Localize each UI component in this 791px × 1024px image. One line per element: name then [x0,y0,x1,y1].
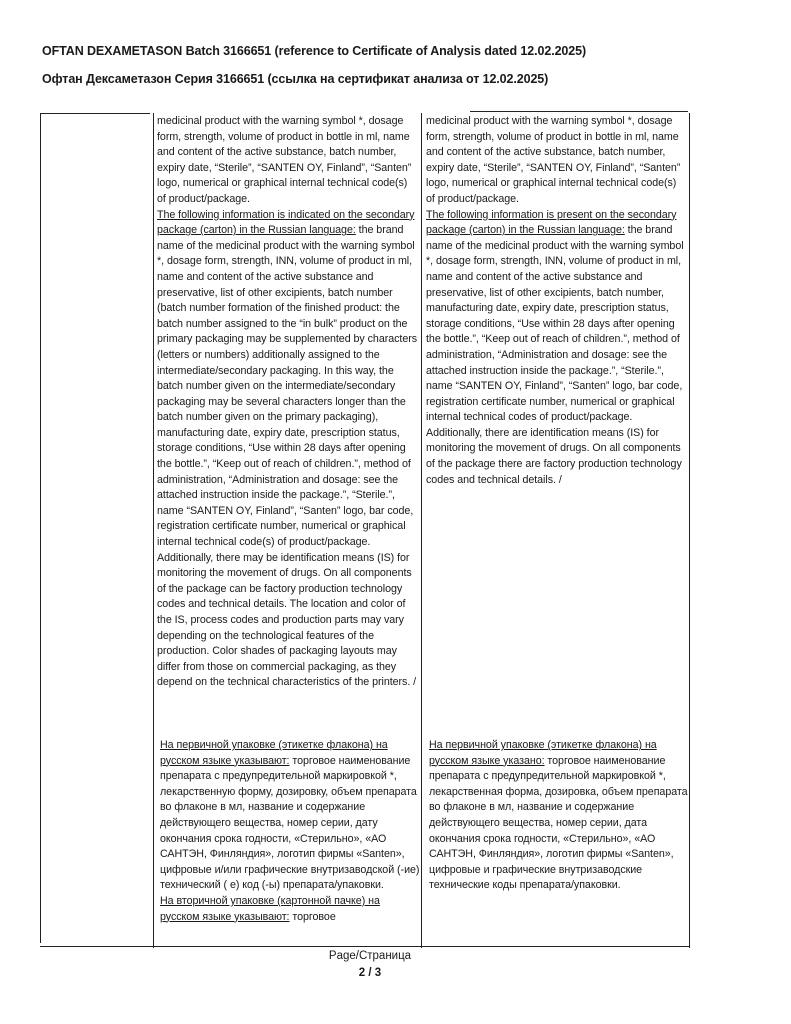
left-english-secondary-body: the brand name of the medicinal product with the warning symbol *, dosage form, strength, INN, volume of product in ml, name and content of the active substance and preservative, list of other excipients, batch number (batch number formation of the finished product: the batch number assigned to the “in bulk” product on the primary packaging may be supplemented by characters (letters or numbers) additionally assigned to the intermediate/secondary packaging. In this way, the batch number given on the intermediate/secondary packaging may be several characters longer than the batch number given on the primary packaging), manufacturing date, expiry date, prescription status, storage conditions, “Use within 28 days after opening the bottle.”, “Keep out of reach of children.”, method of administration, “Administration and dosage: see the attached instruction inside the package.”, “Sterile.”, name “SANTEN OY, Finland”, “Santen” logo, bar code, registration certificate number, numerical or graphical internal technical code(s) of product/package. [157,224,418,549]
document-title-russian: Офтан Дексаметазон Серия 3166651 (ссылка на сертификат анализа от 12.02.2025) [42,72,549,86]
page-label: Page/Страница [328,950,412,962]
right-english-secondary-heading: The following information is present on the secondary package (carton) in the Russian language: [426,208,677,237]
page-number: 2 / 3 [358,967,382,979]
right-russian-primary-body: торговое наименование препарата с предупредительной маркировкой *, лекарственная форма, дозировка, объем препарата во флаконе в мл, название и содержание действующего вещества, номер серии, дата окончания срока годности, «Стерильно», «АО САНТЭН, Финляндия», логотип фирмы «Santen», цифровые и графические внутризаводские технические коды препарата/упаковки. [429,754,688,892]
left-russian-secondary-heading: На вторичной упаковке (картонной пачке) на русском языке указывают: [160,894,380,923]
table-bottom-border [40,946,690,947]
column-divider-left [153,113,154,948]
right-english-secondary-body: the brand name of the medicinal product with the warning symbol *, dosage form, strength, INN, volume of product in ml, name and content of the active substance and preservative, list of other excipients, batch number, manufacturing date, expiry date, prescription status, storage conditions, “Use within 28 days after opening the bottle.”, “Keep out of reach of children.”, method of administration, “Administration and dosage: see the attached instruction inside the package.”, “Sterile.”, name “SANTEN OY, Finland”, “Santen” logo, bar code, registration certificate number, numerical or graphical internal technical codes of product/package. [426,224,684,424]
left-column-english [157,114,419,691]
table-left-border [40,113,41,943]
right-english-intro: medicinal product with the warning symbol *, dosage form, strength, volume of product in bottle in ml, name and content of the active substance, batch number, expiry date, “Sterile”, “SANTEN OY, Finland”, “Santen” logo, numerical or graphical internal technical code(s) of product/package. [426,115,681,205]
left-english-secondary-heading: The following information is indicated on the secondary package (carton) in the Russian language: [157,208,415,237]
right-column-russian [429,738,691,894]
right-english-secondary-package [426,208,688,426]
left-russian-primary-package [160,738,422,894]
left-russian-primary-body: торговое наименование препарата с предупредительной маркировкой *, лекарственную форму, дозировку, объем препарата во флаконе в мл, название и содержание действующего вещества, номер серии, дату окончания срока годности, «Стерильно», «АО САНТЭН, Финляндия», логотип фирмы «Santen», цифровые и/или графические внутризаводской (-ие) технический ( е) код (-ы) препарата/упаковки. [160,754,420,892]
left-english-intro: medicinal product with the warning symbol *, dosage form, strength, volume of product in bottle in ml, name and content of the active substance, batch number, expiry date, “Sterile”, “SANTEN OY, Finland”, “Santen” logo, numerical or graphical internal technical code(s) of product/package. [157,115,412,205]
left-english-secondary-package [157,208,419,551]
right-russian-primary-heading: На первичной упаковке (этикетке флакона) на русском языке указано: [429,739,657,767]
left-russian-primary-heading: На первичной упаковке (этикетке флакона) на русском языке указывают: [160,739,388,767]
left-english-additional: Additionally, there may be identification means (IS) for monitoring the movement of drugs. On all components of the package can be factory production technology codes and technical details. The location and color of the IS, process codes and production parts may vary depending on the technological features of the production. Color shades of packaging layouts may differ from those on commercial packaging, as they depend on the technical characteristics of the printers. / [157,551,417,689]
right-russian-primary-package [429,738,691,894]
left-russian-secondary-body: торговое [289,910,336,923]
left-column-russian [160,738,422,925]
document-title-english: OFTAN DEXAMETASON Batch 3166651 (reference to Certificate of Analysis dated 12.02.2025) [42,44,587,58]
table-top-border-left [40,113,150,114]
left-russian-secondary-package [160,894,422,925]
table-top-border-right [470,111,688,112]
right-english-additional: Additionally, there are identification means (IS) for monitoring the movement of drugs. On all components of the package there are factory production technology codes and technical details. / [426,426,682,486]
right-column-english [426,114,688,488]
